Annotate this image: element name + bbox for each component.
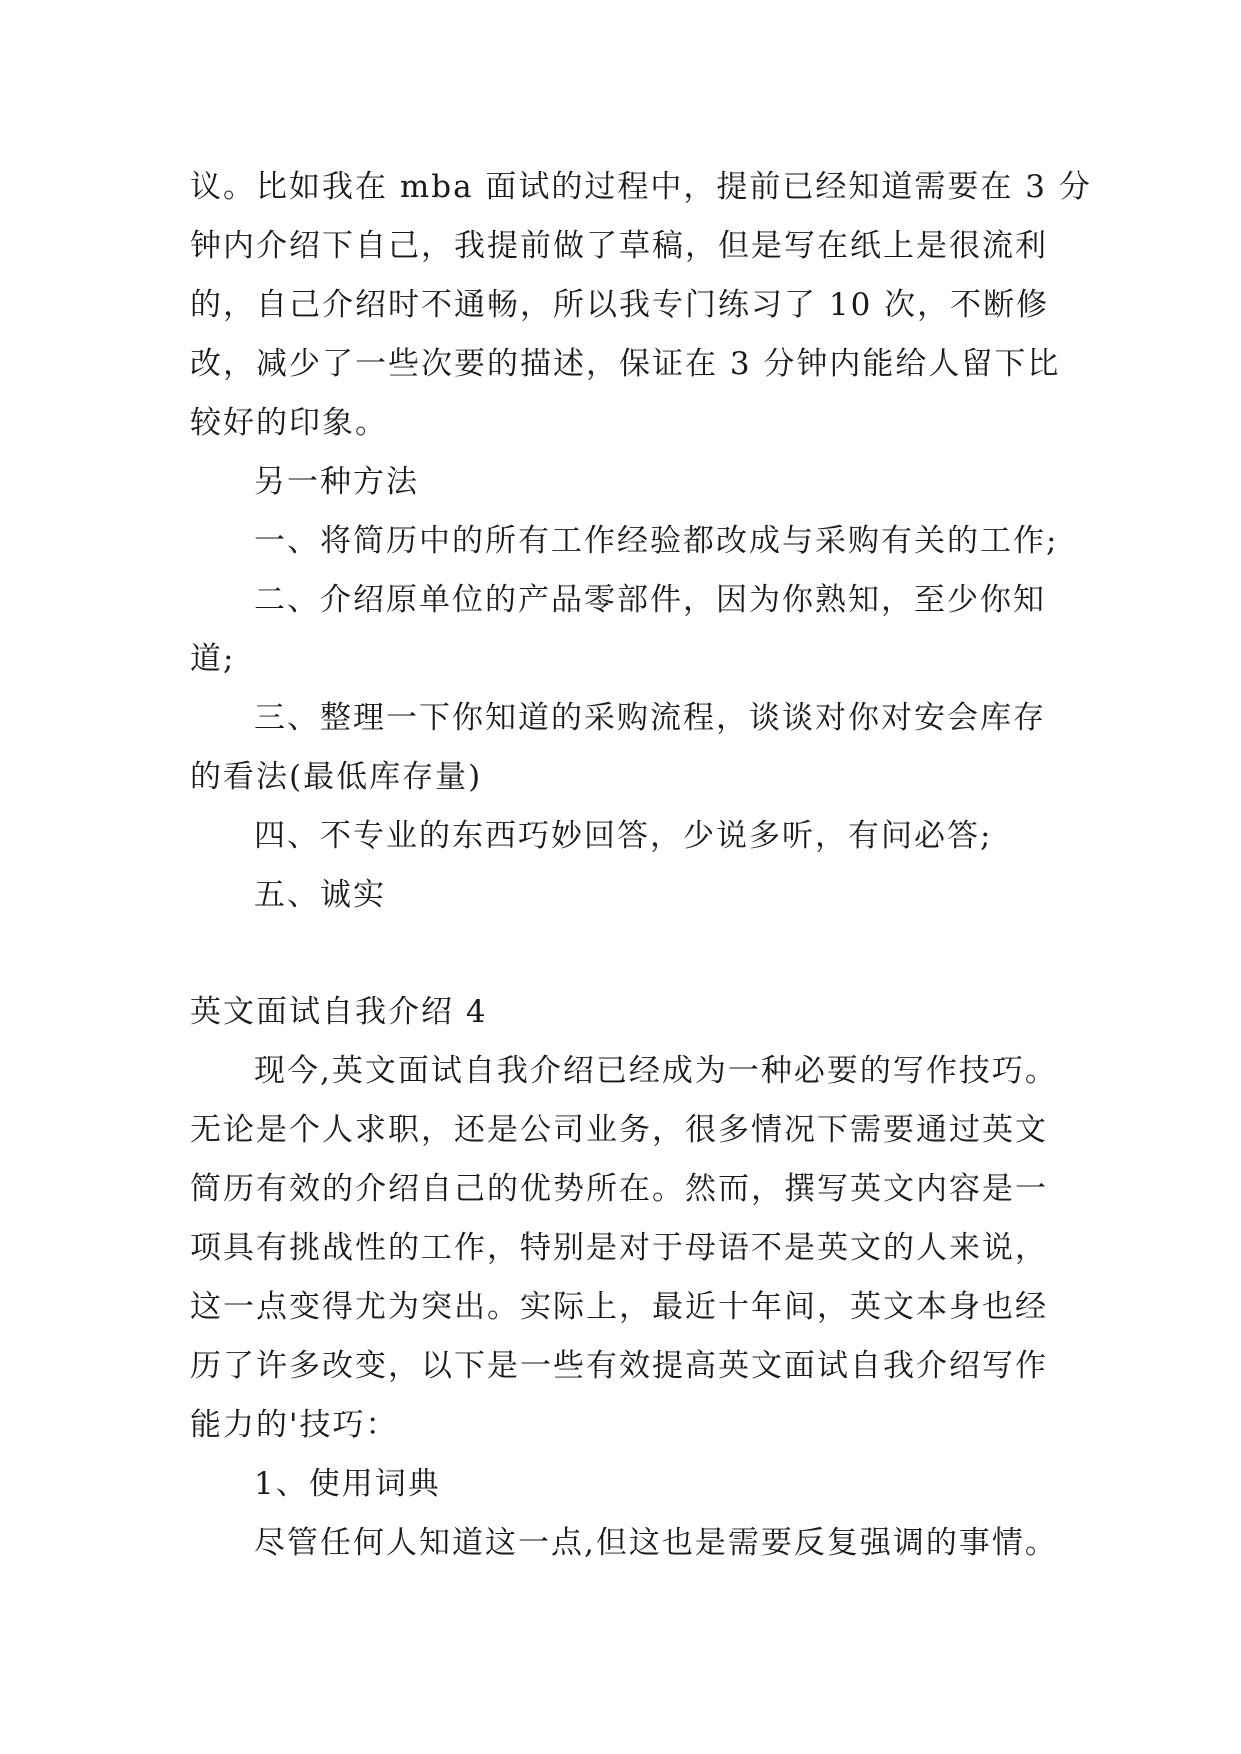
tip-text: 尽管任何人知道这一点,但这也是需要反复强调的事情。	[254, 1525, 1058, 1561]
intro-paragraph-line: 无论是个人求职，还是公司业务，很多情况下需要通过英文	[190, 1112, 1048, 1148]
tip-heading: 1、使用词典	[254, 1466, 441, 1502]
list-item-1: 一、将简历中的所有工作经验都改成与采购有关的工作;	[254, 523, 1059, 559]
intro-paragraph-line: 现今,英文面试自我介绍已经成为一种必要的写作技巧。	[254, 1053, 1058, 1089]
method-heading: 另一种方法	[254, 464, 419, 500]
intro-paragraph-line: 这一点变得尤为突出。实际上，最近十年间，英文本身也经	[190, 1289, 1048, 1325]
list-item-3: 三、整理一下你知道的采购流程，谈谈对你对安会库存	[254, 700, 1046, 736]
paragraph-line: 议。比如我在 mba 面试的过程中，提前已经知道需要在 3 分	[190, 169, 1092, 205]
intro-paragraph-line: 简历有效的介绍自己的优势所在。然而，撰写英文内容是一	[190, 1171, 1048, 1207]
paragraph-line: 的，自己介绍时不通畅，所以我专门练习了 10 次，不断修	[190, 287, 1050, 323]
paragraph-line: 较好的印象。	[190, 405, 388, 441]
list-item-3-continuation: 的看法(最低库存量)	[190, 759, 483, 795]
list-item-4: 四、不专业的东西巧妙回答，少说多听，有问必答;	[254, 818, 993, 854]
paragraph-line: 改，减少了一些次要的描述，保证在 3 分钟内能给人留下比	[190, 346, 1061, 382]
document-body	[190, 158, 1092, 1573]
paragraph-line: 钟内介绍下自己，我提前做了草稿，但是写在纸上是很流利	[190, 228, 1048, 264]
intro-paragraph-line: 项具有挑战性的工作，特别是对于母语不是英文的人来说，	[190, 1230, 1048, 1266]
list-item-2: 二、介绍原单位的产品零部件，因为你熟知，至少你知	[254, 582, 1046, 618]
list-item-5: 五、诚实	[254, 877, 386, 913]
section-heading: 英文面试自我介绍 4	[190, 994, 488, 1030]
intro-paragraph-line: 能力的'技巧：	[190, 1407, 399, 1443]
section-spacer	[190, 925, 1070, 983]
intro-paragraph-line: 历了许多改变，以下是一些有效提高英文面试自我介绍写作	[190, 1348, 1048, 1384]
list-item-2-continuation: 道;	[190, 641, 236, 677]
